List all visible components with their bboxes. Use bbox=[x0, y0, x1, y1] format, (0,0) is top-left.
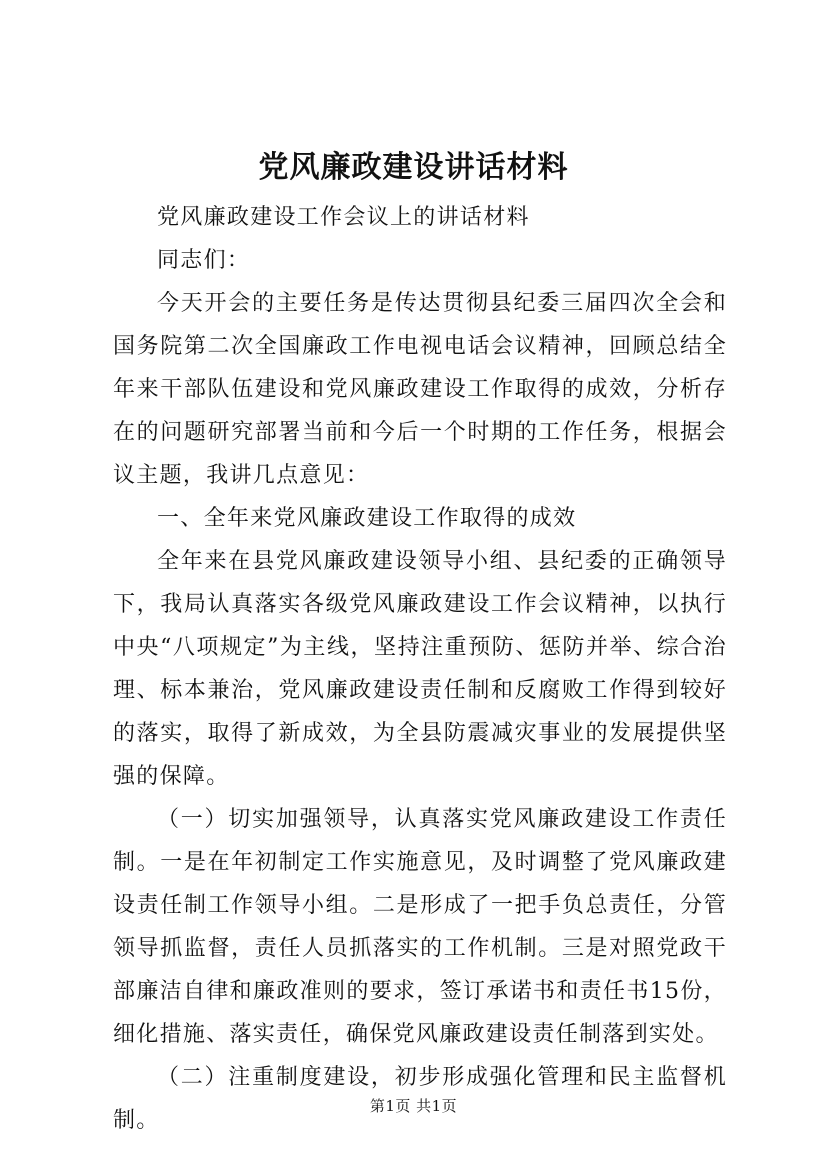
paragraph-intro: 今天开会的主要任务是传达贯彻县纪委三届四次全会和国务院第二次全国廉政工作电视电话会议精神，回顾总结全年来干部队伍建设和党风廉政建设工作取得的成效，分析存在的问题研究部署当前和今后一个时期的工作任务，根据会议主题，我讲几点意见： bbox=[113, 291, 727, 488]
paragraph-salutation: 同志们： bbox=[157, 248, 251, 273]
page-footer: 第1页 共1页 bbox=[369, 1097, 458, 1115]
paragraph-item-1: （一）切实加强领导，认真落实党风廉政建设工作责任制。一是在年初制定工作实施意见，及时调整了党风廉政建设责任制工作领导小组。二是形成了一把手负总责任，分管领导抓监督，责任人员抓落实的工作机制。三是对照党政干部廉洁自律和廉政准则的要求，签订承诺书和责任书15份，细化措施、落实责任，确保党风廉政建设责任制落到实处。 bbox=[113, 807, 727, 1047]
paragraph-item-2: （二）注重制度建设，初步形成强化管理和民主监督机制。 bbox=[113, 1065, 727, 1133]
paragraph-achievements: 全年来在县党风廉政建设领导小组、县纪委的正确领导下，我局认真落实各级党风廉政建设工作会议精神，以执行中央“八项规定”为主线，坚持注重预防、惩防并举、综合治理、标本兼治，党风廉政建设责任制和反腐败工作得到较好的落实，取得了新成效，为全县防震减灾事业的发展提供坚强的保障。 bbox=[113, 549, 727, 789]
section-heading-1: 一、全年来党风廉政建设工作取得的成效 bbox=[157, 506, 577, 531]
paragraph-subtitle: 党风廉政建设工作会议上的讲话材料 bbox=[157, 205, 530, 230]
document-title: 党风廉政建设讲话材料 bbox=[258, 150, 569, 185]
document-body bbox=[113, 196, 727, 1142]
